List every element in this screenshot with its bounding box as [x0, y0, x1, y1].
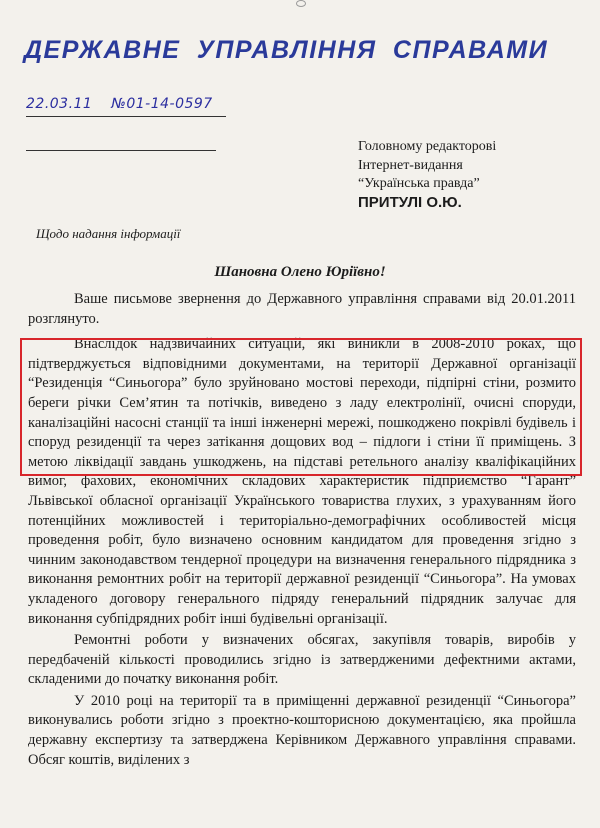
paragraph-3: Ремонтні роботи у визначених обсягах, закупівля товарів, виробів у передбаченій кількості проводились згідно із затвердженими дефектними актами, складеними до початку виконання робіт. — [28, 632, 576, 688]
addressee-line-2: Інтернет-видання — [358, 157, 463, 173]
highlight-box — [20, 338, 582, 476]
registration-date: 22.03.11 — [26, 96, 93, 112]
letterhead-title: ДЕРЖАВНЕ УПРАВЛІННЯ СПРАВАМИ — [24, 36, 549, 64]
registration-stamp — [26, 96, 213, 112]
registration-number: №01-14-0597 — [111, 96, 213, 112]
addressee-name: ПРИТУЛІ О.Ю. — [358, 193, 462, 211]
hole-punch-mark — [296, 0, 306, 7]
paragraph-2: Внаслідок надзвичайних ситуацій, які виникли в 2008-2010 роках, що підтверджується відповідними документами, на території Державної організації “Резиденція “Синьогора” було зруйновано мостові переходи, підпірні стіни, розмито береги річки Сем’ятин та потічків, виведено з ладу електролінії, очисні споруди, каналізаційні насосні станції та інші інженерні мережі, пошкоджено покрівлі будівель і споруд резиденції та через затікання дощових вод – підлоги і стіни її приміщень. З метою ліквідації завдань ушкоджень, на підставі ретельного аналізу кваліфікаційних вимог, фахових, економічних складових характеристик підприємство “Гарант” Львівської обласної організації Українського товариства глухих, з урахуванням його потенційних можливостей і територіально-демографічних особливостей місця проведення робіт, було визначено основним кандидатом для проведення згідно з чинним законодавством тендерної процедури на визначення генерального підрядника з виконання ремонтних робіт на території державної резиденції “Синьогора”. На умовах укладеного договору генерального підряду генеральний підрядник залучає для виконання субпідрядних робіт інші будівельні організації. — [28, 336, 576, 627]
paragraph-1: Ваше письмове звернення до Державного управління справами від 20.01.2011 розглянуто. — [28, 291, 576, 327]
reply-reference-line — [26, 150, 216, 151]
registration-underline — [26, 116, 226, 117]
addressee-block — [358, 138, 588, 212]
addressee-line-1: Головному редакторові — [358, 139, 497, 154]
letter-greeting: Шановна Олено Юріївно! — [214, 264, 386, 280]
paragraph-4: У 2010 році на території та в приміщенні державної резиденції “Синьогора” виконувались роботи згідно з проектно-кошторисною документацією, яка пройшла державну експертизу та затверджена Керівником Державного управління справами. Обсяг коштів, виділених з — [28, 692, 576, 768]
addressee-line-3: “Українська правда” — [358, 176, 480, 191]
letter-subject: Щодо надання інформації — [36, 226, 181, 241]
